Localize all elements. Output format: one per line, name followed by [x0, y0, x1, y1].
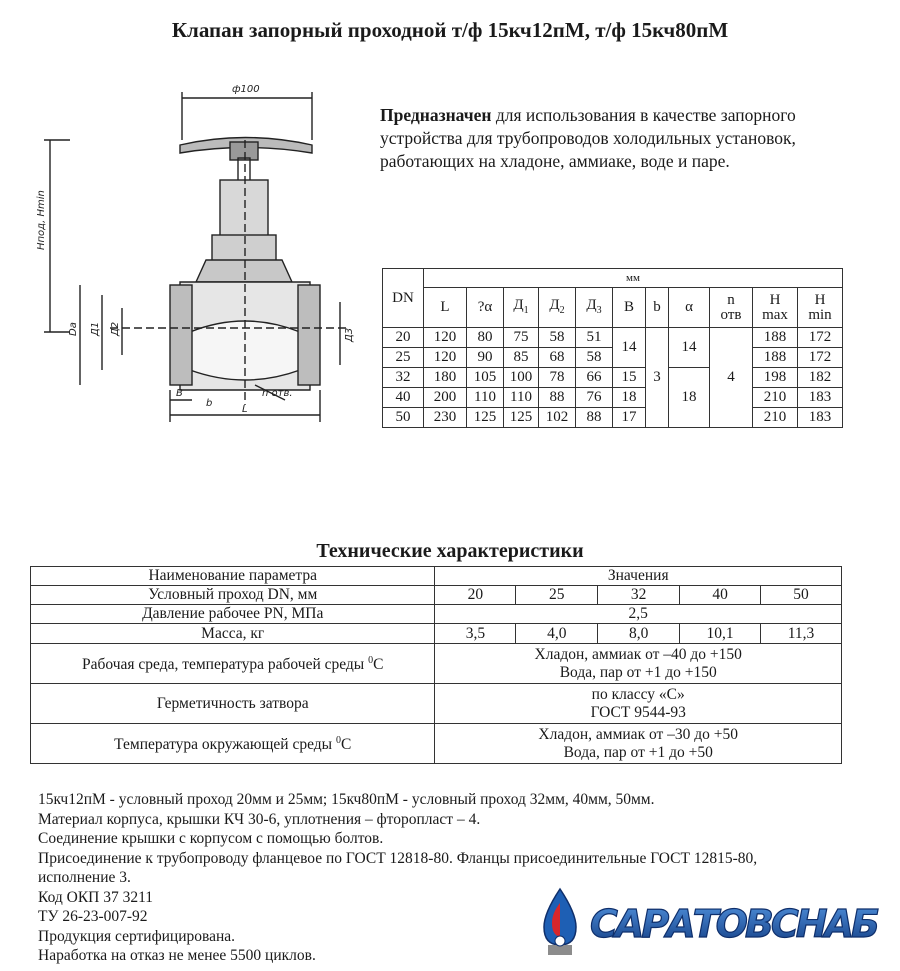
- tech-header-row: [31, 567, 842, 586]
- label-d3: Д3: [344, 327, 355, 342]
- dims-row: 25 120 90 85 68 58 188 172: [383, 348, 843, 368]
- dims-header-unit: мм: [424, 269, 843, 288]
- purpose-text: [380, 104, 850, 173]
- label-B: B: [176, 388, 183, 399]
- note-line: Присоединение к трубопроводу фланцевое по ГОСТ 12818-80. Фланцы присоединительные ГОСТ 12815-80,: [38, 849, 758, 867]
- note-line: Код ОКП 37 3211: [38, 888, 154, 906]
- dims-B-merged: 14: [613, 328, 646, 368]
- dims-header-B: B: [613, 288, 646, 328]
- note-line: Продукция сертифицирована.: [38, 927, 236, 945]
- dims-header-a: ?α: [467, 288, 504, 328]
- dims-alpha-merged-2: 18: [669, 368, 710, 428]
- tech-row-ambient: Температура окружающей среды $^0$С Хладон, аммиак от –30 до +50 Вода, пар от +1 до +50: [31, 724, 842, 764]
- label-d2: Д2: [110, 321, 121, 336]
- dims-row: 40 200 110 110 88 76 18 210 183: [383, 388, 843, 408]
- company-logo: [538, 883, 888, 963]
- dims-header-hmin: H min: [798, 288, 843, 328]
- label-L: L: [242, 404, 248, 415]
- label-holes: n отв.: [262, 388, 293, 399]
- purpose-body: для использования в качестве запорного устройства для трубопроводов холодильных установок, работающих на хладоне, аммиаке, воде и паре.: [380, 105, 796, 171]
- purpose-lead: Предназначен: [380, 105, 492, 125]
- note-line: исполнение 3.: [38, 869, 131, 886]
- label-da: Dа: [68, 322, 79, 336]
- dims-header-L: L: [424, 288, 467, 328]
- logo-drop-icon: [544, 889, 576, 955]
- label-d1: Д1: [90, 321, 101, 336]
- dims-header-n: n отв: [710, 288, 753, 328]
- label-height: Hпод, Hmin: [36, 190, 47, 250]
- logo-text: САРАТОВСНАБ: [590, 902, 880, 946]
- tech-table: [30, 566, 842, 764]
- note-line: 15кч12пМ - условный проход 20мм и 25мм; 15кч80пМ - условный проход 32мм, 40мм, 50мм.: [38, 791, 655, 808]
- dims-header-row-1: [383, 269, 843, 288]
- tech-row-mass: Масса, кг 3,5 4,0 8,0 10,1 11,3: [31, 624, 842, 644]
- tech-header-param: Наименование параметра: [31, 567, 435, 586]
- dims-header-row-2: [383, 288, 843, 328]
- note-line: ТУ 26-23-007-92: [38, 908, 148, 925]
- dims-header-dn: DN: [383, 269, 424, 328]
- label-b: b: [206, 398, 213, 409]
- dims-b-merged: 3: [646, 328, 669, 428]
- tech-row-pn: Давление рабочее PN, МПа 2,5: [31, 605, 842, 624]
- tech-row-dn: Условный проход DN, мм 20 25 32 40 50: [31, 586, 842, 605]
- page-title: Клапан запорный проходной т/ф 15кч12пМ, т/ф 15кч80пМ: [171, 18, 729, 42]
- valve-drawing: [30, 70, 370, 430]
- dims-header-d3: $Д_3$: [576, 288, 613, 328]
- tech-title: Технические характеристики: [316, 540, 584, 562]
- note-line: Наработка на отказ не менее 5500 циклов.: [38, 947, 316, 964]
- dims-header-alpha: α: [669, 288, 710, 328]
- dims-header-b: b: [646, 288, 669, 328]
- dims-header-d1: $Д_1$: [504, 288, 539, 328]
- dims-row: 32 180 105 100 78 66 15 18 198 182: [383, 368, 843, 388]
- dims-n-merged: 4: [710, 328, 753, 428]
- dimensions-table: [382, 268, 843, 428]
- dims-row: 20 120 80 75 58 51 14 3 14 4 188 172: [383, 328, 843, 348]
- dims-header-d2: $Д_2$: [539, 288, 576, 328]
- tech-row-medium: Рабочая среда, температура рабочей среды $^0$С Хладон, аммиак от –40 до +150 Вода, пар от +1 до +150: [31, 644, 842, 684]
- tech-header-values: Значения: [435, 567, 842, 586]
- label-wheel-diameter: ф100: [232, 84, 260, 95]
- dims-alpha-merged-1: 14: [669, 328, 710, 368]
- note-line: Материал корпуса, крышки КЧ 30-6, уплотнения – фторопласт – 4.: [38, 810, 481, 828]
- tech-row-seal: Герметичность затвора по классу «С» ГОСТ 9544-93: [31, 684, 842, 724]
- note-line: Соединение крышки с корпусом с помощью болтов.: [38, 830, 384, 847]
- dims-row: 50 230 125 125 102 88 17 210 183: [383, 408, 843, 428]
- dims-header-hmax: H max: [753, 288, 798, 328]
